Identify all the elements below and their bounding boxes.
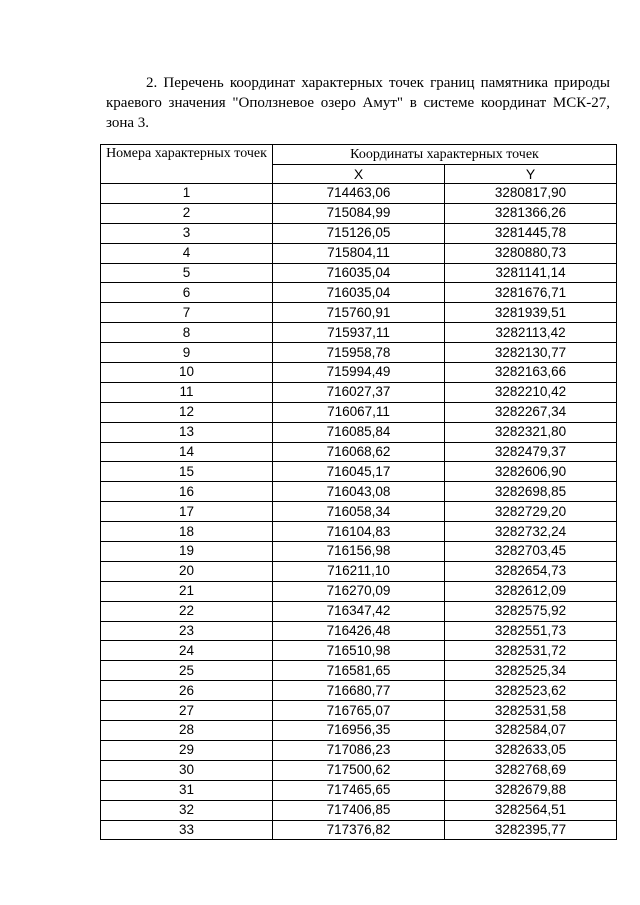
x-coordinate-cell: 715958,78 bbox=[273, 343, 445, 363]
y-coordinate-cell: 3282698,85 bbox=[445, 482, 617, 502]
x-coordinate-cell: 716426,48 bbox=[273, 621, 445, 641]
x-coordinate-cell: 716680,77 bbox=[273, 681, 445, 701]
x-coordinate-cell: 716027,37 bbox=[273, 382, 445, 402]
x-coordinate-cell: 715126,05 bbox=[273, 223, 445, 243]
point-number-cell: 31 bbox=[101, 780, 273, 800]
x-coordinate-cell: 716043,08 bbox=[273, 482, 445, 502]
table-row bbox=[101, 462, 617, 482]
point-number-cell: 14 bbox=[101, 442, 273, 462]
point-number-cell: 27 bbox=[101, 701, 273, 721]
y-coordinate-cell: 3282267,34 bbox=[445, 402, 617, 422]
point-number-cell: 22 bbox=[101, 601, 273, 621]
x-coordinate-cell: 715994,49 bbox=[273, 363, 445, 383]
y-coordinate-cell: 3282130,77 bbox=[445, 343, 617, 363]
x-coordinate-cell: 716058,34 bbox=[273, 502, 445, 522]
x-coordinate-cell: 717086,23 bbox=[273, 740, 445, 760]
y-coordinate-cell: 3282633,05 bbox=[445, 740, 617, 760]
table-row bbox=[101, 542, 617, 562]
y-coordinate-cell: 3281939,51 bbox=[445, 303, 617, 323]
y-column-header: Y bbox=[445, 165, 617, 184]
table-row bbox=[101, 363, 617, 383]
point-number-cell: 33 bbox=[101, 820, 273, 840]
point-number-cell: 13 bbox=[101, 422, 273, 442]
x-coordinate-cell: 716211,10 bbox=[273, 561, 445, 581]
point-number-cell: 28 bbox=[101, 721, 273, 741]
table-row bbox=[101, 621, 617, 641]
point-number-cell: 10 bbox=[101, 363, 273, 383]
point-number-cell: 16 bbox=[101, 482, 273, 502]
point-number-cell: 11 bbox=[101, 382, 273, 402]
x-coordinate-cell: 717376,82 bbox=[273, 820, 445, 840]
coordinates-column-header: Координаты характерных точек bbox=[273, 145, 617, 165]
x-coordinate-cell: 716347,42 bbox=[273, 601, 445, 621]
table-body bbox=[101, 184, 617, 840]
table-row bbox=[101, 721, 617, 741]
table-row bbox=[101, 323, 617, 343]
x-coordinate-cell: 716956,35 bbox=[273, 721, 445, 741]
y-coordinate-cell: 3282113,42 bbox=[445, 323, 617, 343]
y-coordinate-cell: 3282606,90 bbox=[445, 462, 617, 482]
point-number-cell: 15 bbox=[101, 462, 273, 482]
y-coordinate-cell: 3282703,45 bbox=[445, 542, 617, 562]
y-coordinate-cell: 3282525,34 bbox=[445, 661, 617, 681]
x-coordinate-cell: 715760,91 bbox=[273, 303, 445, 323]
point-number-cell: 19 bbox=[101, 542, 273, 562]
x-coordinate-cell: 717406,85 bbox=[273, 800, 445, 820]
x-coordinate-cell: 716045,17 bbox=[273, 462, 445, 482]
y-coordinate-cell: 3282531,72 bbox=[445, 641, 617, 661]
y-coordinate-cell: 3282163,66 bbox=[445, 363, 617, 383]
x-coordinate-cell: 714463,06 bbox=[273, 184, 445, 204]
point-number-cell: 26 bbox=[101, 681, 273, 701]
table-row bbox=[101, 701, 617, 721]
point-number-cell: 2 bbox=[101, 203, 273, 223]
table-row bbox=[101, 422, 617, 442]
x-coordinate-cell: 715937,11 bbox=[273, 323, 445, 343]
table-row bbox=[101, 263, 617, 283]
x-coordinate-cell: 716510,98 bbox=[273, 641, 445, 661]
header-row bbox=[101, 145, 617, 165]
points-column-header: Номера характерных точек bbox=[101, 145, 273, 184]
y-coordinate-cell: 3282654,73 bbox=[445, 561, 617, 581]
point-number-cell: 17 bbox=[101, 502, 273, 522]
y-coordinate-cell: 3281141,14 bbox=[445, 263, 617, 283]
table-header bbox=[101, 145, 617, 184]
y-coordinate-cell: 3282551,73 bbox=[445, 621, 617, 641]
point-number-cell: 9 bbox=[101, 343, 273, 363]
x-column-header: X bbox=[273, 165, 445, 184]
y-coordinate-cell: 3282479,37 bbox=[445, 442, 617, 462]
point-number-cell: 20 bbox=[101, 561, 273, 581]
y-coordinate-cell: 3282584,07 bbox=[445, 721, 617, 741]
table-row bbox=[101, 382, 617, 402]
section-heading: 2. Перечень координат характерных точек границ памятника природы краевого значения "Оползневое озеро Амут" в системе координат МСК-27, зона 3. bbox=[106, 75, 610, 131]
x-coordinate-cell: 717465,65 bbox=[273, 780, 445, 800]
y-coordinate-cell: 3281676,71 bbox=[445, 283, 617, 303]
table-row bbox=[101, 780, 617, 800]
table-row bbox=[101, 681, 617, 701]
y-coordinate-cell: 3280880,73 bbox=[445, 243, 617, 263]
y-coordinate-cell: 3282679,88 bbox=[445, 780, 617, 800]
coordinates-table bbox=[100, 144, 617, 840]
point-number-cell: 1 bbox=[101, 184, 273, 204]
point-number-cell: 30 bbox=[101, 760, 273, 780]
table-row bbox=[101, 243, 617, 263]
y-coordinate-cell: 3282523,62 bbox=[445, 681, 617, 701]
point-number-cell: 18 bbox=[101, 522, 273, 542]
point-number-cell: 21 bbox=[101, 581, 273, 601]
x-coordinate-cell: 716765,07 bbox=[273, 701, 445, 721]
x-coordinate-cell: 716035,04 bbox=[273, 283, 445, 303]
table-row bbox=[101, 482, 617, 502]
y-coordinate-cell: 3281445,78 bbox=[445, 223, 617, 243]
x-coordinate-cell: 716156,98 bbox=[273, 542, 445, 562]
table-row bbox=[101, 223, 617, 243]
x-coordinate-cell: 716085,84 bbox=[273, 422, 445, 442]
table-row bbox=[101, 661, 617, 681]
y-coordinate-cell: 3282575,92 bbox=[445, 601, 617, 621]
y-coordinate-cell: 3282768,69 bbox=[445, 760, 617, 780]
point-number-cell: 25 bbox=[101, 661, 273, 681]
table-row bbox=[101, 184, 617, 204]
table-row bbox=[101, 522, 617, 542]
point-number-cell: 7 bbox=[101, 303, 273, 323]
table-row bbox=[101, 561, 617, 581]
point-number-cell: 8 bbox=[101, 323, 273, 343]
table-row bbox=[101, 502, 617, 522]
x-coordinate-cell: 716104,83 bbox=[273, 522, 445, 542]
table-row bbox=[101, 760, 617, 780]
point-number-cell: 4 bbox=[101, 243, 273, 263]
table-row bbox=[101, 601, 617, 621]
point-number-cell: 3 bbox=[101, 223, 273, 243]
point-number-cell: 5 bbox=[101, 263, 273, 283]
point-number-cell: 23 bbox=[101, 621, 273, 641]
point-number-cell: 29 bbox=[101, 740, 273, 760]
table-row bbox=[101, 641, 617, 661]
y-coordinate-cell: 3282210,42 bbox=[445, 382, 617, 402]
table-row bbox=[101, 343, 617, 363]
x-coordinate-cell: 716270,09 bbox=[273, 581, 445, 601]
y-coordinate-cell: 3282732,24 bbox=[445, 522, 617, 542]
y-coordinate-cell: 3282729,20 bbox=[445, 502, 617, 522]
x-coordinate-cell: 716068,62 bbox=[273, 442, 445, 462]
x-coordinate-cell: 715804,11 bbox=[273, 243, 445, 263]
table-row bbox=[101, 740, 617, 760]
y-coordinate-cell: 3281366,26 bbox=[445, 203, 617, 223]
y-coordinate-cell: 3282531,58 bbox=[445, 701, 617, 721]
point-number-cell: 24 bbox=[101, 641, 273, 661]
point-number-cell: 32 bbox=[101, 800, 273, 820]
x-coordinate-cell: 716581,65 bbox=[273, 661, 445, 681]
table-row bbox=[101, 820, 617, 840]
x-coordinate-cell: 716067,11 bbox=[273, 402, 445, 422]
table-row bbox=[101, 442, 617, 462]
x-coordinate-cell: 715084,99 bbox=[273, 203, 445, 223]
table-row bbox=[101, 203, 617, 223]
y-coordinate-cell: 3282564,51 bbox=[445, 800, 617, 820]
x-coordinate-cell: 717500,62 bbox=[273, 760, 445, 780]
point-number-cell: 12 bbox=[101, 402, 273, 422]
table-row bbox=[101, 303, 617, 323]
y-coordinate-cell: 3280817,90 bbox=[445, 184, 617, 204]
y-coordinate-cell: 3282395,77 bbox=[445, 820, 617, 840]
table-row bbox=[101, 402, 617, 422]
y-coordinate-cell: 3282612,09 bbox=[445, 581, 617, 601]
table-row bbox=[101, 581, 617, 601]
y-coordinate-cell: 3282321,80 bbox=[445, 422, 617, 442]
table-row bbox=[101, 283, 617, 303]
x-coordinate-cell: 716035,04 bbox=[273, 263, 445, 283]
point-number-cell: 6 bbox=[101, 283, 273, 303]
table-row bbox=[101, 800, 617, 820]
